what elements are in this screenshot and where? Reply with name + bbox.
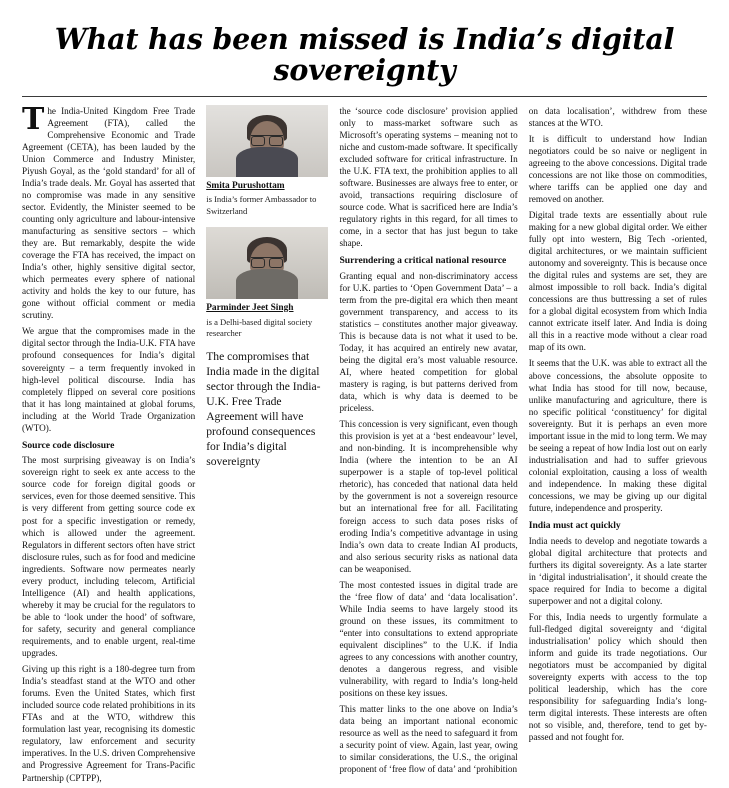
glasses-icon <box>251 135 283 144</box>
pull-quote: The compromises that India made in the digital sector through the India-U.K. Free Trade Agreement will have profound consequences for India’s digital sovereignty <box>206 349 321 469</box>
section-heading-source-code: Source code disclosure <box>22 439 115 451</box>
paragraph: The India-United Kingdom Free Trade Agreement (FTA), called the Comprehensive Economic and Trade Agreement (CETA), has been lauded by the Union Commerce and Industry Minister, Piyush Goyal, as the ‘gold standard’ for all of India’s trade deals. Mr. Goyal has asserted that no compromise was made in any sensitive sector. Evidently, the Minister seemed to be counting only agriculture and labour-intensive manufacturing as sensitive sectors – which they are. But remarkably, despite the wide coverage the FTA has received, the impact on India’s other, highly sensitive digital sector, which permeates every sphere of national activity and holds the key to our future, has gone without official comment or media scrutiny. <box>22 101 196 321</box>
author-name[interactable]: Parminder Jeet Singh <box>206 302 294 313</box>
article-column-1 <box>22 101 196 788</box>
shoulders-shape <box>236 269 298 299</box>
paragraph: The most contested issues in digital trade are the ‘free flow of data’ and ‘data localisation’. While India seems to have largely stood its ground on these issues, its commitment to “enter into consultations to extend appropriate equivalent disciplines” to the U.K. if India agrees to any concessions with another country, denotes a dangerous regress, and visible vulnerability, with regard to India’s long-held positions on these key issues. <box>339 579 518 699</box>
portrait-photo-icon <box>206 105 328 177</box>
article-column-2-authors <box>206 105 328 470</box>
paragraph: on data localisation’, withdrew from these stances at the WTO. <box>528 105 707 128</box>
article-column-3 <box>339 105 517 780</box>
section-heading-national-resource: Surrendering a critical national resource <box>339 255 507 267</box>
section-heading-act-quickly: India must act quickly <box>528 520 621 532</box>
header-divider <box>22 96 707 97</box>
paragraph: It seems that the U.K. was able to extract all the above concessions, the absolute opposite to what India has stood for till now, because, unlike manufacturing and agriculture, there is no specific political ‘constituency’ for digital sovereignty. But it is perhaps an even more important issue in the mid to long term. We may be seeing a repeat of how India lost out on early industrialisation and had to suffer grievous colonial exploitation, causing a loss of wealth and independence. In making these digital concessions, we may be giving up our digital future, independence and prosperity. <box>528 358 707 514</box>
paragraph: Digital trade texts are essentially about rule making for a new global digital order. We either fully opt into western, Big Tech -oriented, digital architectures, or we maintain sufficient autonomy and sovereignty. This is because once the digital rules and systems are set, they are almost impossible to roll back. India’s digital concessions are thus buttressing a set of rules for a global digital ecosystem from which India cannot extricate itself later. And India is doing all this in a reactive mode without a clear road map of its own. <box>528 209 707 353</box>
glasses-icon <box>251 257 283 266</box>
paragraph: India needs to develop and negotiate towards a global digital architecture that protects and furthers its digital sovereignty. As a late starter in ‘digital industrialisation’, it should create the space required for India to become a digital superpower and not a digital colony. <box>528 535 707 606</box>
portrait-photo-icon <box>206 227 328 299</box>
paragraph: The most surprising giveaway is on India’s sovereign right to seek ex ante access to the source code for foreign digital goods or services, even for those deemed sensitive. This is very different from getting source code ex post for a specific investigation or remedy, which is allowed under the agreement. Regulators in different sectors often have strict disclosure rules, such as for food and medicine ingredients. Software now permeates nearly every product, including telecom, Artificial Intelligence (AI) and health applications, whereby it may be crucial for the regulators to be able to ‘look under the hood’ of software, for safety, security and general compliance requirements, and to enable urgent, real-time upgrades. <box>22 455 196 659</box>
paragraph: We argue that the compromises made in the digital sector through the India-U.K. FTA have profound consequences for India’s digital sovereignty – a term frequently invoked in high-level political discourse. India has completely flipped on several core positions that it has long maintained at global forums, including at the World Trade Organization (WTO). <box>22 326 196 433</box>
page-title: What has been missed is India’s digital sovereignty <box>54 22 675 87</box>
paragraph: Granting equal and non-discriminatory access for U.K. parties to ‘Open Government Data’ – a term from the pre-digital era which then meant government transparency, and access to its statistics – constitutes another major giveaway. This is because data is not what it used to be. Today, it has acquired an entirely new avatar, being the digital era’s most valuable resource. AI, where heated competition for global mastery is raging, is but patterns derived from data, which is why data is deemed to be priceless. <box>339 270 518 414</box>
paragraph: For this, India needs to urgently formulate a full-fledged digital sovereignty and ‘digital industrialisation’ policy which should then inform and guide its trade negotiations. Our negotiators must be accompanied by digital sovereignty experts with access to the top political leadership, which has the core responsibility for safeguarding India’s long-term digital interests. These interests are often not so visible, and, therefore, tend to get by-passed and not fought for. <box>528 611 707 743</box>
article-column-4 <box>529 105 707 748</box>
author-block-2 <box>206 227 328 339</box>
author-name[interactable]: Smita Purushottam <box>206 180 285 191</box>
shoulders-shape <box>236 147 298 177</box>
article-columns <box>22 101 707 788</box>
author-block-1 <box>206 105 328 217</box>
paragraph: It is difficult to understand how Indian negotiators could be so naive or negligent in agreeing to the above concessions. Digital trade concessions are not like those on commodities, where tariffs can be applied one day and removed on another. <box>528 133 707 204</box>
paragraph: Giving up this right is a 180-degree turn from India’s steadfast stand at the WTO and other forums. Even the United States, which first included source code related prohibitions in its FTAs and at the WTO, withdrew this formulation last year, recognising its domestic regulatory, law enforcement and security imperatives. In the U.S. driven Comprehensive and Progressive Agreement for Trans-Pacific Partnership (CPTPP), <box>22 664 196 783</box>
paragraph: This concession is very significant, even though this provision is yet at a ‘best endeavour’ level, and non-binding. It is incomprehensible why India (where the intention to be an AI superpower is a staple of top-level political rhetoric), has conceded that national data held by the government is not a sovereign resource but an international free for all. Facilitating foreign access to such data poses risks of eroding India’s competitive advantage in using India’s own data to create Indian AI products, and also serious security risks as national data can be weaponised. <box>339 419 518 574</box>
paragraph: This matter links to the one above on India’s data being an important national economic resource as well as the need to safeguard it from a security point of view. Again, last year, owing to similar considerations, the U.S., the original proponent of ‘free flow of data’ and ‘prohibition <box>339 704 518 775</box>
paragraph: the ‘source code disclosure’ provision applied only to mass-market software such as Microsoft’s operating systems – meaning not to niche and custom-made software. It specifically excluded software for critical infrastructure. In the U.K. FTA text, the prohibition applies to all software. Businesses are always free to enter, or avoid, transactions requiring disclosure of source code. What is sacrificed here are India’s regulatory rights in this regard, for all times to come, in a sector that has just begun to take shape. <box>339 105 518 249</box>
author-description: is a Delhi-based digital society researcher <box>206 316 313 338</box>
author-description: is India’s former Ambassador to Switzerland <box>206 194 317 216</box>
